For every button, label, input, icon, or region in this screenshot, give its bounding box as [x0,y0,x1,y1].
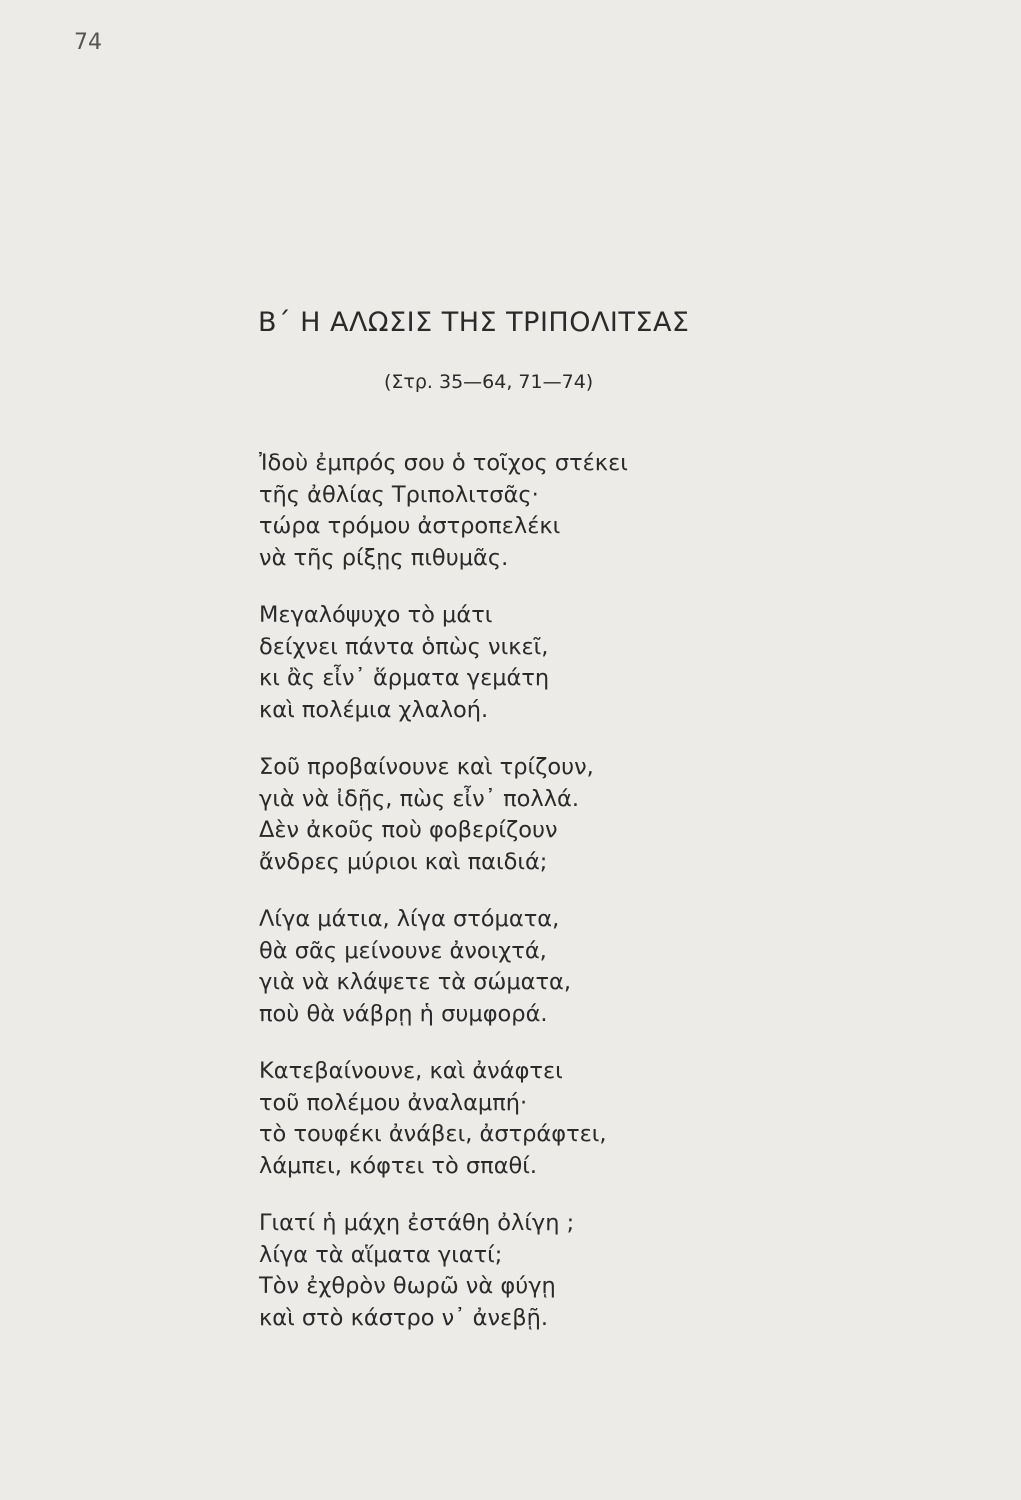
poem-line: Κατεβαίνουνε, καὶ ἀνάφτει [259,1058,563,1084]
poem-line: ποὺ θὰ νάβρῃ ἡ συμφορά. [259,1000,548,1027]
poem-line: Γιατί ἡ μάχη ἐστάθη ὀλίγη ; [259,1210,575,1236]
poem-line: καὶ στὸ κάστρο ν᾽ ἀνεβῇ. [259,1304,548,1331]
poem-line: Μεγαλόψυχο τὸ μάτι [259,602,493,628]
poem-line: Ἰδοὺ ἐμπρός σου ὁ τοῖχος στέκει [259,450,628,476]
poem-line: Σοῦ προβαίνουνε καὶ τρίζουν, [259,754,594,780]
poem-line: νὰ τῆς ρίξῃς πιθυμᾶς. [259,544,509,571]
poem-line: κι ἂς εἶν᾽ ἅρματα γεμάτη [259,665,550,691]
poem-line: Τὸν ἐχθρὸν θωρῶ νὰ φύγῃ [259,1273,556,1299]
poem [259,448,628,1360]
page-number: 74 [74,30,102,55]
poem-line: τοῦ πολέμου ἀναλαμπή· [259,1089,528,1116]
poem-line: δείχνει πάντα ὁπὼς νικεῖ, [259,633,549,660]
poem-line: ἄνδρες μύριοι καὶ παιδιά; [259,848,548,875]
poem-line: τὸ τουφέκι ἀνάβει, ἀστράφτει, [259,1121,607,1147]
stanza-4 [259,904,628,1030]
poem-line: καὶ πολέμια χλαλοή. [259,696,489,723]
poem-line: τώρα τρόμου ἀστροπελέκι [259,513,561,539]
poem-line: Δὲν ἀκοῦς ποὺ φοβερίζουν [259,817,558,843]
stanza-6 [259,1208,628,1334]
poem-line: γιὰ νὰ κλάψετε τὰ σώματα, [259,969,572,995]
poem-line: λίγα τὰ αἵματα γιατί; [259,1241,503,1268]
stanza-5 [259,1056,628,1182]
section-subtitle: (Στρ. 35—64, 71—74) [384,371,594,393]
poem-line: γιὰ νὰ ἰδῇς, πὼς εἶν᾽ πολλά. [259,785,580,812]
section-title: Β΄ Η ΑΛΩΣΙΣ ΤΗΣ ΤΡΙΠΟΛΙΤΣΑΣ [258,307,690,338]
poem-line: θὰ σᾶς μείνουνε ἀνοιχτά, [259,937,547,964]
poem-line: Λίγα μάτια, λίγα στόματα, [259,906,560,932]
poem-line: τῆς ἀθλίας Τριπολιτσᾶς· [259,481,539,508]
stanza-2 [259,600,628,726]
poem-line: λάμπει, κόφτει τὸ σπαθί. [259,1152,538,1179]
stanza-1 [259,448,628,574]
stanza-3 [259,752,628,878]
